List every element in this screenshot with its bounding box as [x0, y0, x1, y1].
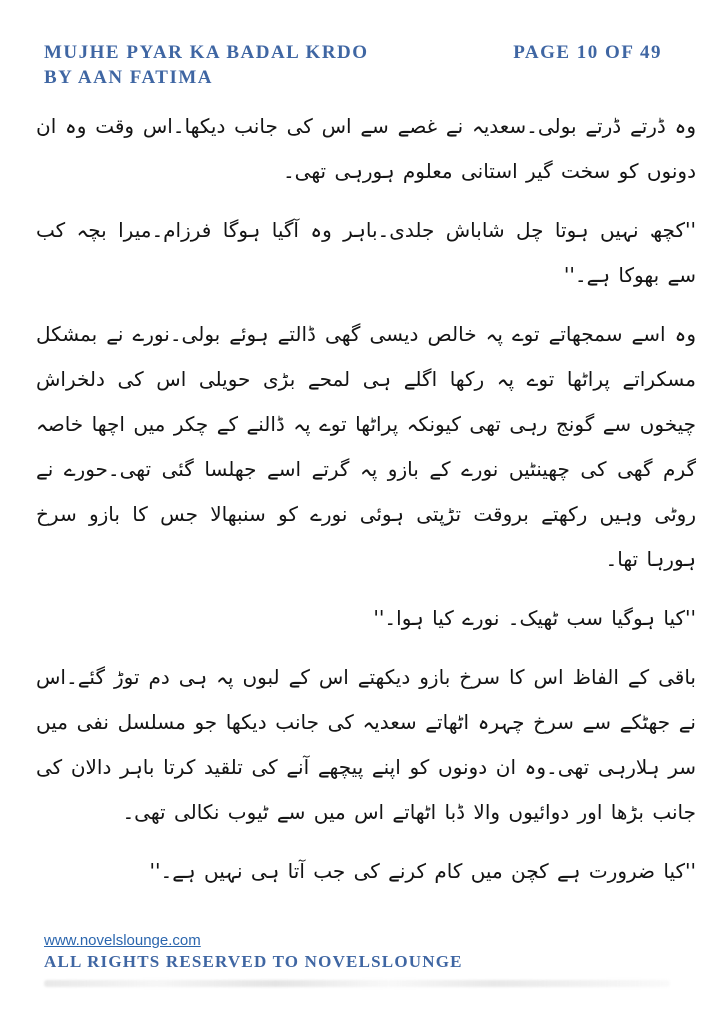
- story-paragraph-dialogue: ''کیا ہوگیا سب ٹھیک۔ نورے کیا ہوا۔'': [373, 606, 696, 630]
- story-paragraph: وہ اسے سمجھاتے توے پہ خالص دیسی گھی ڈالتے ہوئے بولی۔نورے نے بمشکل مسکراتے پراٹھا توے پہ رکھا اگلے ہی لمحے بڑی حویلی اس کی دلخراش چیخوں سے گونج رہی تھی کیونکہ پراٹھا توے پہ ڈالنے کے چکر میں اچھا خاصہ گرم گھی کی چھینٹیں نورے کے بازو پہ گرتے اسے جھلسا گئی تھی۔حورے نے روٹی وہیں رکھتے بروقت تڑپتی ہوئی نورے کو سنبھالا جس کا بازو سرخ ہورہا تھا۔: [36, 322, 696, 571]
- author-byline: BY AAN FATIMA: [44, 67, 214, 88]
- novel-title: MUJHE PYAR KA BADAL KRDO: [44, 42, 369, 63]
- story-body: [36, 104, 696, 908]
- story-paragraph: باقی کے الفاظ اس کا سرخ بازو دیکھتے اس کے لبوں پہ ہی دم توڑ گئے۔اس نے جھٹکے سے سرخ چہرہ اٹھاتے سعدیہ کی جانب دیکھا جو مسلسل نفی میں سر ہلارہی تھی۔وہ ان دونوں کو اپنے پیچھے آنے کی تلقید کرتا باہر دالان کی جانب بڑھا اور دوائیوں والا ڈبا اٹھاتے اس میں سے ٹیوب نکالی تھی۔: [36, 665, 696, 824]
- page-footer: [44, 932, 696, 987]
- scan-artifact: [44, 980, 670, 987]
- page-number: PAGE 10 OF 49: [513, 42, 662, 63]
- header-title-row: [44, 42, 662, 64]
- website-link[interactable]: www.novelslounge.com: [44, 932, 201, 949]
- story-paragraph-dialogue: ''کیا ضرورت ہے کچن میں کام کرنے کی جب آتا ہی نہیں ہے۔'': [149, 859, 696, 883]
- story-paragraph: وہ ڈرتے ڈرتے بولی۔سعدیہ نے غصے سے اس کی جانب دیکھا۔اس وقت وہ ان دونوں کو سخت گیر استانی معلوم ہورہی تھی۔: [36, 114, 696, 183]
- copyright-notice: ALL RIGHTS RESERVED TO NOVELSLOUNGE: [44, 952, 463, 971]
- page-header: [44, 42, 662, 89]
- story-paragraph-dialogue: ''کچھ نہیں ہوتا چل شاباش جلدی۔باہر وہ آگیا ہوگا فرزام۔میرا بچہ کب سے بھوکا ہے۔'': [36, 218, 696, 287]
